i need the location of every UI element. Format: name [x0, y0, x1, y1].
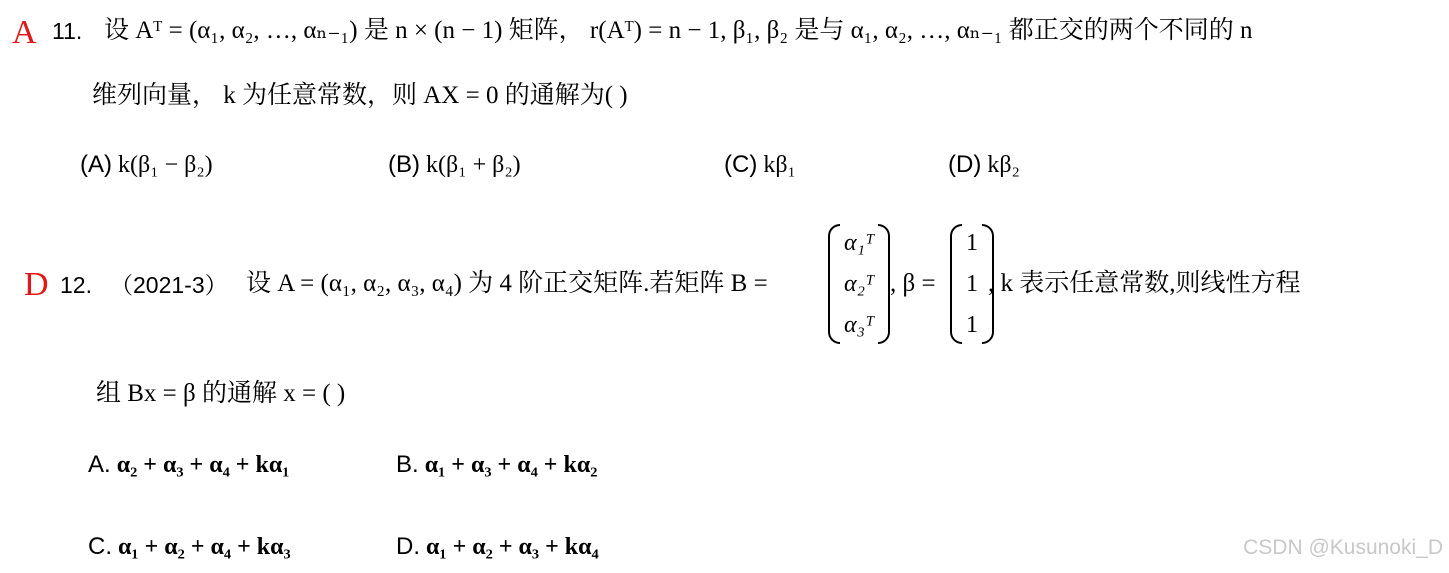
matrix-b-row-3: α₃ᵀ [844, 312, 875, 338]
option-label: B. [396, 451, 419, 478]
question-11-option-c[interactable] [724, 150, 796, 180]
question-11-stem-line2: 维列向量， k 为任意常数，则 AX = 0 的通解为( ) [92, 82, 628, 109]
option-label: A. [88, 451, 111, 478]
question-12-option-b[interactable] [396, 450, 597, 480]
option-label: D. [396, 533, 420, 560]
question-11-option-a[interactable] [80, 150, 213, 180]
option-label: (C) [724, 151, 758, 178]
option-expression: α₁ + α₂ + α₄ + kα₃ [118, 534, 291, 560]
matrix-b-entries [840, 224, 878, 344]
matrix-b-row-1: α₁ᵀ [844, 230, 875, 256]
vector-beta-row-3: 1 [966, 312, 978, 338]
vector-beta-left-paren [950, 224, 962, 344]
question-12-option-d[interactable] [396, 532, 599, 562]
question-number-12: 12. [60, 272, 92, 298]
matrix-b-right-paren [878, 224, 890, 344]
option-label: (A) [80, 151, 112, 178]
vector-beta-row-2: 1 [966, 271, 978, 297]
watermark: CSDN @Kusunoki_D [1243, 536, 1443, 559]
question-12-stem-part3: , k 表示任意常数,则线性方程 [988, 270, 1301, 297]
option-label: (B) [388, 151, 420, 178]
matrix-b [828, 224, 890, 344]
question-12-option-a[interactable] [88, 450, 289, 480]
question-11-stem-line1: 设 Aᵀ = (α₁, α₂, …, αₙ₋₁) 是 n × (n − 1) 矩阵， r(Aᵀ) = n − 1, β₁, β₂ 是与 α₁, α₂, …, αₙ₋₁ 都正交的两个不同的 n [104, 17, 1253, 44]
option-expression: α₂ + α₃ + α₄ + kα₁ [116, 452, 290, 478]
question-12-option-c[interactable] [88, 532, 291, 562]
answer-mark-12: D [24, 266, 49, 303]
question-number-11: 11. [52, 18, 83, 44]
vector-beta-row-1: 1 [966, 230, 978, 256]
option-expression: α₁ + α₂ + α₃ + kα₄ [426, 534, 599, 560]
question-12-stem-part2: , β = [890, 270, 936, 297]
option-expression: k(β₁ − β₂) [118, 152, 213, 178]
question-11-option-d[interactable] [948, 150, 1020, 180]
question-12-stem-line2: 组 Bx = β 的通解 x = ( ) [96, 380, 346, 407]
matrix-b-left-paren [828, 224, 840, 344]
option-expression: kβ₂ [987, 152, 1020, 178]
option-expression: kβ₁ [763, 152, 796, 178]
question-12-source: （2021-3） [110, 272, 228, 298]
matrix-b-row-2: α₂ᵀ [844, 271, 875, 297]
option-expression: α₁ + α₃ + α₄ + kα₂ [424, 452, 598, 478]
question-12-stem-part1: 设 A = (α₁, α₂, α₃, α₄) 为 4 阶正交矩阵.若矩阵 B = [246, 270, 768, 297]
option-label: (D) [948, 151, 982, 178]
answer-mark-11: A [12, 14, 37, 51]
question-11-option-b[interactable] [388, 150, 521, 180]
vector-beta-entries [962, 224, 982, 344]
option-label: C. [88, 533, 112, 560]
option-expression: k(β₁ + β₂) [426, 152, 521, 178]
